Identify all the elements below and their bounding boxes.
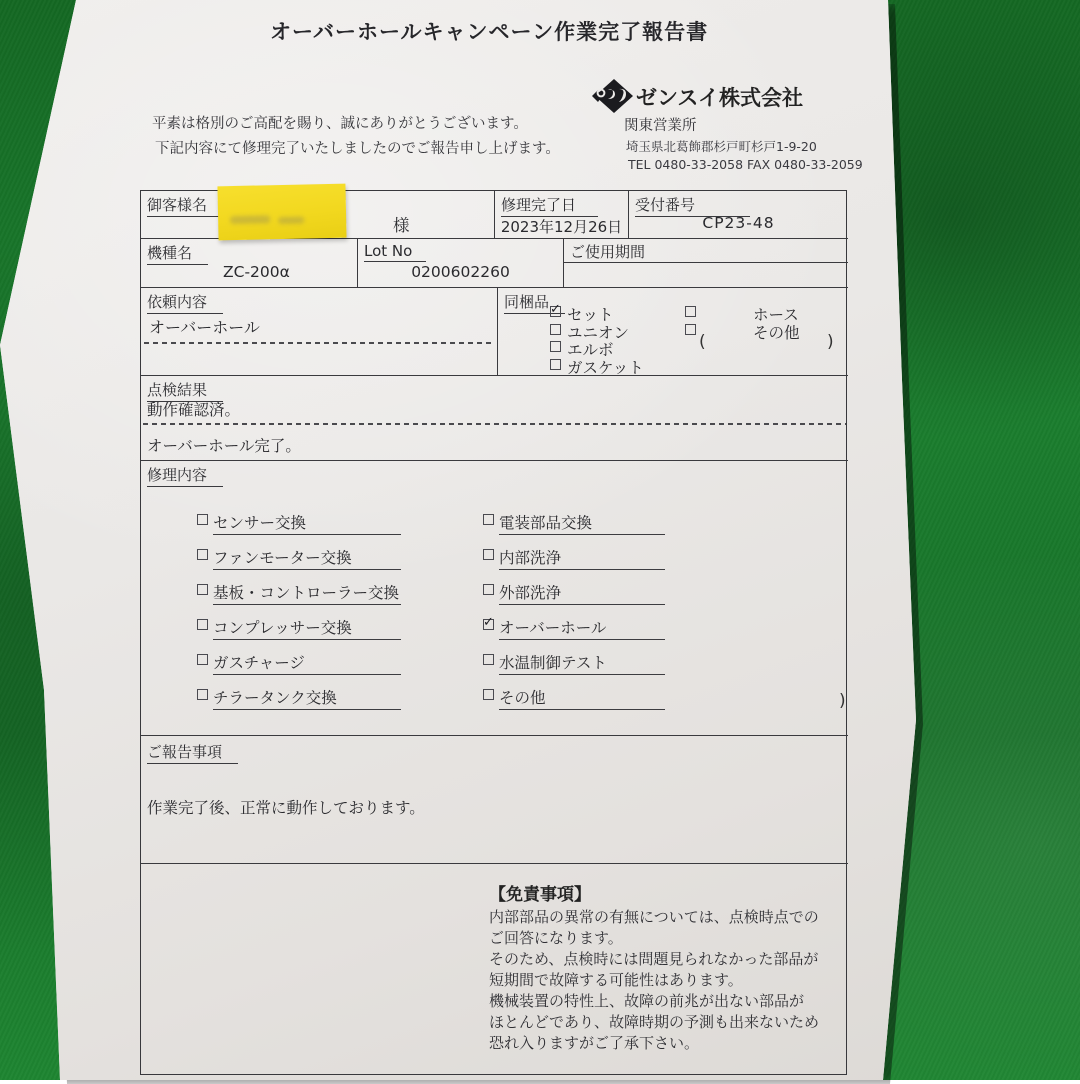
reception-no-cell — [629, 191, 848, 239]
disclaimer-line: 恐れ入りますがご了承下さい。 — [489, 1034, 700, 1052]
checkbox-icon — [550, 324, 561, 335]
usage-period-label: ご使用期間 — [570, 243, 646, 261]
checkbox-icon — [197, 549, 208, 560]
reception-no-label: 受付番号 — [635, 194, 750, 217]
checkbox-icon — [550, 341, 561, 352]
lot-no-label: Lot No — [364, 242, 426, 262]
request-dashed-line — [144, 342, 494, 344]
greeting-line-1: 平素は格別のご高配を賜り、誠にありがとうございます。 — [152, 116, 528, 132]
report-notes-label: ご報告事項 — [147, 741, 238, 764]
checkbox-icon — [197, 514, 208, 525]
checkbox-icon — [483, 514, 494, 525]
checkbox-icon — [483, 584, 494, 595]
stray-paren-close: ) — [839, 691, 846, 711]
company-tel-fax: TEL 0480-33-2058 FAX 0480-33-2059 — [628, 157, 863, 172]
repair-date-label: 修理完了日 — [501, 194, 598, 217]
report-notes-cell — [141, 736, 848, 864]
repair-item-label: 水温制御テスト — [499, 651, 665, 675]
repair-item-label: ファンモーター交換 — [213, 546, 401, 570]
company-name: ゼンスイ株式会社 — [636, 86, 803, 110]
checkmark-icon: ✓ — [550, 302, 561, 317]
checkbox-icon — [197, 584, 208, 595]
lot-no-cell — [358, 239, 564, 288]
included-item-label: ガスケット — [567, 359, 644, 377]
repair-item-label: ガスチャージ — [213, 651, 401, 675]
included-item-label: ホース — [753, 306, 799, 324]
repair-item-label: オーバーホール — [499, 616, 665, 640]
disclaimer-line: ご回答になります。 — [489, 929, 623, 947]
usage-period-label-row — [564, 239, 848, 263]
request-value: オーバーホール — [149, 318, 260, 337]
request-cell — [141, 288, 498, 376]
included-items-cell — [498, 288, 848, 376]
repair-item-label: 電装部品交換 — [499, 511, 665, 535]
checkbox-icon — [483, 654, 494, 665]
checkbox-icon — [197, 619, 208, 630]
disclaimer-cell — [141, 864, 848, 1074]
included-label: 同梱品 — [504, 291, 565, 314]
repair-item-label: 内部洗浄 — [499, 546, 665, 570]
repair-item-label: チラータンク交換 — [213, 686, 401, 710]
sticky-note — [217, 184, 346, 241]
checkbox-icon — [197, 689, 208, 700]
customer-name-label: 御客様名 — [147, 194, 257, 217]
handwriting-smudge — [230, 215, 270, 224]
included-item-label: その他 — [753, 324, 800, 342]
company-address: 埼玉県北葛飾郡杉戸町杉戸1-9-20 — [626, 139, 817, 154]
usage-period-cell — [564, 239, 848, 288]
disclaimer-block — [489, 880, 839, 1054]
disclaimer-line: 機械装置の特性上、故障の前兆が出ない部品が — [489, 992, 805, 1010]
checkbox-icon — [483, 689, 494, 700]
repair-item-label: コンプレッサー交換 — [213, 616, 401, 640]
repair-item-label: その他 — [499, 686, 665, 710]
document-title: オーバーホールキャンペーン作業完了報告書 — [270, 20, 709, 44]
checkbox-icon — [483, 549, 494, 560]
repair-item-label: 外部洗浄 — [499, 581, 665, 605]
included-item-label: ユニオン — [567, 324, 630, 342]
paren-close: ) — [827, 332, 834, 352]
disclaimer-line: そのため、点検時には問題見られなかった部品が — [489, 950, 819, 968]
handwriting-smudge — [278, 217, 304, 225]
customer-honorific: 様 — [393, 216, 410, 235]
included-item-label: エルボ — [567, 341, 614, 359]
model-cell — [141, 239, 358, 288]
inspection-result-1: 動作確認済。 — [147, 401, 241, 419]
repair-date-value: 2023年12月26日 — [500, 218, 623, 236]
disclaimer-line: 内部部品の異常の有無については、点検時点での — [489, 908, 819, 926]
checkbox-icon: ✓ — [483, 615, 494, 630]
report-notes-value: 作業完了後、正常に動作しております。 — [147, 799, 425, 817]
checkbox-icon — [685, 324, 696, 335]
report-table — [140, 190, 847, 1075]
checkbox-icon — [197, 654, 208, 665]
company-branch: 関東営業所 — [624, 118, 697, 134]
model-value: ZC-200α — [223, 263, 290, 281]
inspection-dashed-line — [143, 423, 846, 425]
model-label: 機種名 — [147, 242, 208, 265]
included-item-label: セット — [567, 306, 614, 324]
repair-date-cell — [495, 191, 629, 239]
lot-no-value: 0200602260 — [411, 263, 510, 281]
paren-open: ( — [699, 332, 706, 352]
repair-label: 修理内容 — [147, 464, 223, 487]
checkbox-icon — [550, 302, 561, 317]
reception-no-value: CP23-48 — [702, 214, 775, 232]
greeting-line-2: 下記内容にて修理完了いたしましたのでご報告申し上げます。 — [155, 141, 560, 157]
repair-content-cell — [141, 461, 848, 736]
inspection-label: 点検結果 — [147, 379, 223, 402]
inspection-result-cell — [141, 376, 848, 461]
disclaimer-line: 短期間で故障する可能性はあります。 — [489, 971, 743, 989]
disclaimer-heading: 【免責事項】 — [489, 885, 591, 905]
request-label: 依頼内容 — [147, 291, 223, 314]
disclaimer-line: ほとんどであり、故障時期の予測も出来ないため — [489, 1013, 820, 1031]
checkbox-icon — [550, 359, 561, 370]
repair-item-label: 基板・コントローラー交換 — [213, 581, 401, 605]
repair-item-label: センサー交換 — [213, 511, 401, 535]
checkbox-icon — [685, 306, 696, 317]
inspection-result-2: オーバーホール完了。 — [147, 437, 301, 455]
zensui-logo-icon — [592, 78, 634, 114]
